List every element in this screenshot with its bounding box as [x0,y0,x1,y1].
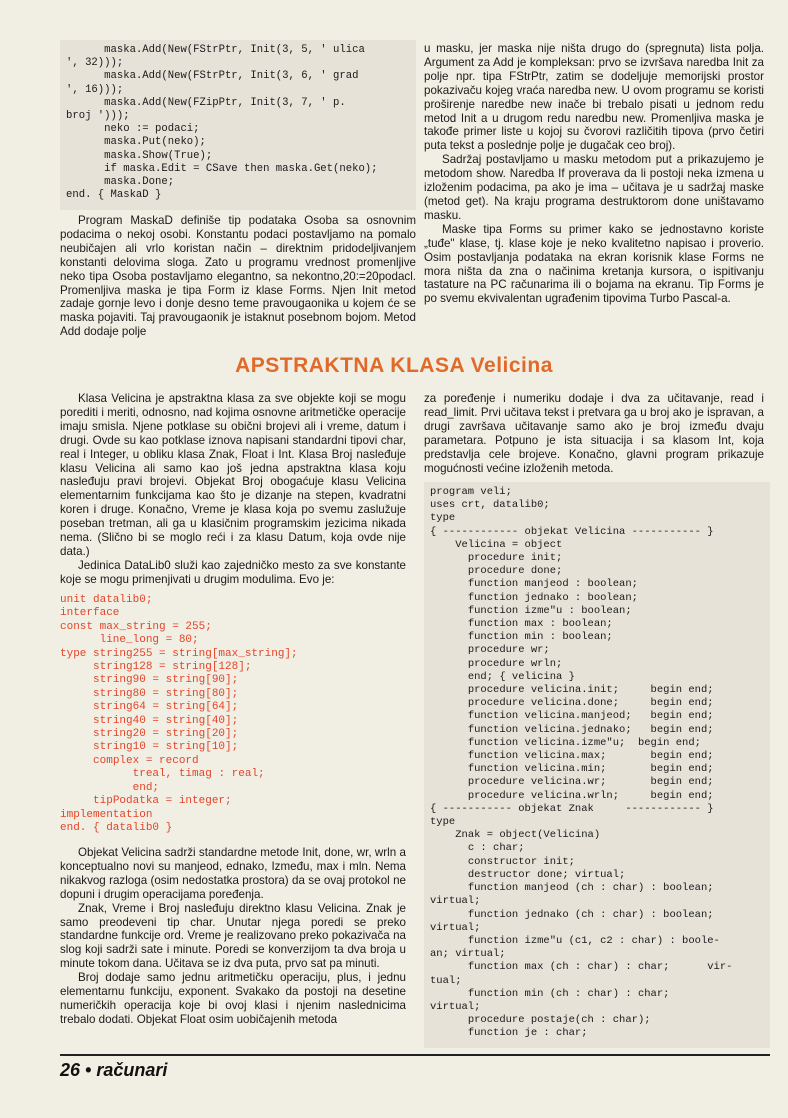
code-listing-veli [424,482,770,1048]
article-column-left-top [60,214,416,339]
code-veli-text: program veli; uses crt, datalib0; type { ------------ objekat Velicina ----------- } Velicina = object procedure init; procedure done; function manjeod : boolean; function jednako : boolean; function izme"u : boolean; function max : boolean; function min : boolean; procedure wr; procedure wrln; end; { velicina } procedure velicina.init; begin end; procedure velicina.done; begin end; function velicina.manjeod; begin end; function velicina.jednako; begin end; function velicina.izme"u; begin end; function velicina.max; begin end; function velicina.min; begin end; procedure velicina.wr; begin end; procedure velicina.wrln; begin end; { ----------- objekat Znak ------------ } type Znak = object(Velicina) c : char; constructor init; destructor done; virtual; function manjeod (ch : char) : boolean; virtual; function jednako (ch : char) : boolean; virtual; function izme"u (c1, c2 : char) : boole- an; virtual; function max (ch : char) : char; vir- tual; function min (ch : char) : char; virtual; procedure postaje(ch : char); function je : char; [430,486,733,1040]
paragraph: Maske tipa Forms su primer kako se jednostavno koriste „tuđe" klase, tj. klase koje je neko kvalitetno napisao i proverio. Osim postavljanja podataka na ekran korisnik klase Forms ne mora ništa da zna o načinima kretanja kursora, o ispitivanju tastature na PC računarima ili o bojama na ekranu. Tip Forms je po svemu ekvivalentan ugrađenim tipovima Turbo Pascal-a. [424,222,764,306]
code-datalib0-text: unit datalib0; interface const max_string = 255; line_long = 80; type string255 = string[max_string]; string128 = string[128]; string90 = string[90]; string80 = string[80]; string64 = string[64]; string40 = string[40]; string20 = string[20]; string10 = string[10]; complex = record treal, timag : real; end; tipPodatka = integer; implementation end. { datalib0 } [60,594,298,834]
page-footer: 26 • računari [60,1060,168,1080]
article-column-left-bottom [60,846,406,1027]
footer-rule [60,1054,770,1056]
paragraph: Znak, Vreme i Broj nasleđuju direktno klasu Velicina. Znak je samo preodeveni tip char. Unutar njega poredi se preko standardne funkcije ord. Vreme je realizovano preko pokazivača na slog koji sadrži sate i minute. Poredi se konverzijom ta dva broja u minute tokom dana. Učitava se iz dva puta, prvo sat pa minuti. [60,901,406,971]
paragraph: u masku, jer maska nije ništa drugo do (spregnuta) lista polja. Argument za Add je kompleksan: prvo se izvršava naredba Init za polje npr. tipa FStrPtr, zatim se dodeljuje memorijski prostor pokazivaču kojeg vraća naredba new. U ovom programu se koristi proširenje naredbe new inače bi trebalo pisati u jednom redu metod Init a u drugom redu naredbu new. Promenljiva maska je takođe primer liste u kojoj su čvorovi različitih tipova (prvo četiri puta tekst a poslednje polje je dugačak ceo broj). [424,42,764,153]
paragraph: Objekat Velicina sadrži standardne metode Init, done, wr, wrln a konceptualno novi su manjeod, ednako, Između, max i mln. Nema nikakvog razloga (osim nedostatka prostora) da se ovaj protokol ne dopuni i drugim operacijama poređenja. [60,846,406,901]
article-column-right-mid [424,392,764,475]
paragraph: Jedinica DataLib0 služi kao zajedničko mesto za sve konstante koje se mogu primenjivati u drugim modulima. Evo je: [60,558,406,586]
paragraph: Broj dodaje samo jednu aritmetičku operaciju, plus, i jednu elementarnu funkciju, exponent. Svakako da postoji na desetine numeričkih operacija koje bi ovoj klasi i njenim naslednicima trebalo dodati. Objekat Float osim uobičajenih metoda [60,971,406,1026]
section-heading: APSTRAKTNA KLASA Velicina [235,354,553,377]
article-column-right-top [424,42,764,306]
code-maskad-text: maska.Add(New(FStrPtr, Init(3, 5, ' ulica ', 32))); maska.Add(New(FStrPtr, Init(3, 6, ' grad ', 16))); maska.Add(New(FZipPtr, Init(3, 7, ' p. broj '))); neko := podaci; maska.Put(neko); maska.Show(True); if maska.Edit = CSave then maska.Get(neko); maska.Done; end. { MaskaD } [66,44,378,202]
paragraph: Sadržaj postavljamo u masku metodom put a prikazujemo je metodom show. Naredba If proverava da li postoji neka izmena u izloženim podacima, pa ako je ima – učitava je u sadržaj maske (metod get). Na kraju programa destruktorom done uništavamo masku. [424,153,764,222]
code-listing-datalib0 [60,594,410,835]
paragraph: Program MaskaD definiše tip podataka Osoba sa osnovnim podacima o nekoj osobi. Konstantu podaci postavljamo na pomalo neubičajen ali vrlo koristan način – direktnim pridodeljivanjem konstanti delovima sloga. Zato u programu vrednost promenljive neko tipa Osoba postavljamo elegantno, sa nekontno,20:=20podacl. Promenljiva maska je tipa Form iz klase Forms. Njen Init metod zadaje gornje levo i donje desno teme pravougaonika u kojem će se maska pojaviti. Taj pravougaonik je istaknut posebnom bojom. Metod Add dodaje polje [60,214,416,339]
paragraph: Klasa Velicina je apstraktna klasa za sve objekte koji se mogu porediti i meriti, odnosno, nad kojima osnovne aritmetičke operacije imaju smisla. Njene potklase su obični brojevi ali i vreme, datum i drugi. Ovde su kao potklase iznova napisani standardni tipovi char, real i Integer, u obliku klasa Znak, Float i Int. Klasa Broj nasleđuje klasu Velicina ali samo kao još jedna apstraktna klasa koju nasleđuju pravi brojevi. Objekat Broj obogaćuje klasu Velicina elementarnim funkcijama kao što je dizanje na stepen, kvadratni koren i druge. Konačno, Vreme je klasa koja po svemu zaslužuje poseban tretman, ali ga u klasičnim programskim jezicima nikada nema. (Slično bi se moglo reći i za klasu Datum, koja ovde nije data.) [60,392,406,558]
paragraph: za poređenje i numeriku dodaje i dva za učitavanje, read i read_limit. Prvi učitava tekst i pretvara ga u broj ako je ispravan, a drugi završava učitavanje samo ako je broj između dvaju parametara. Potpuno je ista situacija i sa klasom Int, koja predstavlja cele brojeve. Konačno, glavni program prikazuje mogućnosti većine izloženih metoda. [424,392,764,475]
code-listing-maskad [60,40,416,210]
article-column-left-mid [60,392,406,587]
